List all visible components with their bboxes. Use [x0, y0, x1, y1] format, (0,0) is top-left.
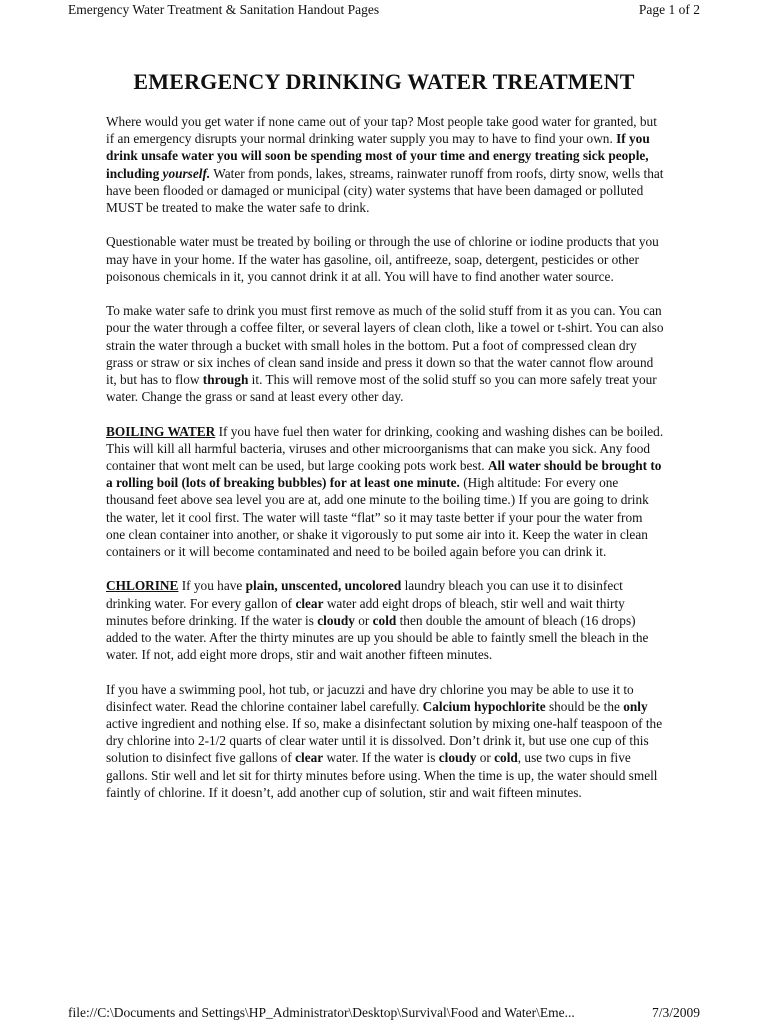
- file-path-footer: file://C:\Documents and Settings\HP_Administrator\Desktop\Survival\Food and Water\Eme...: [68, 1005, 575, 1020]
- text: To make water safe to drink you must first remove as much of the solid stuff from it as you can. You can pour the water through a coffee filter, or several layers of clean cloth, like a towel or t-shirt. You can also strain the water through a bucket with small holes in the bottom. Put a foot of compressed clean dry grass or straw or six inches of clean sand inside and press it down so that the water cannot flow around it, but has to flow: [106, 303, 664, 388]
- text: (High altitude: For every one thousand feet above sea level you are at, add one minute to the boiling time.) If you are going to drink the water, let it cool first. The water will taste “flat” so it may taste better if your pour the water from one clean container into another, or shake it vigorously to put some air into it. Keep the water in clean containers or it will become contaminated and need to be boiled again before you can drink it.: [106, 475, 649, 560]
- chlorine-section: [106, 577, 664, 663]
- print-date: 7/3/2009: [651, 1005, 700, 1020]
- pool-chlorine-paragraph: [106, 681, 664, 801]
- bold-text: Calcium hypochlorite: [422, 698, 546, 714]
- bold-text: clear: [295, 750, 324, 766]
- text: Where would you get water if none came out of your tap? Most people take good water for granted, but if an emergency disrupts your normal drinking water supply you may to have to find your own.: [106, 114, 657, 147]
- bold-text: cloudy: [438, 750, 477, 766]
- bold-text: cold: [372, 612, 397, 628]
- text: it. This will remove most of the solid stuff so you can more safely treat your water. Change the grass or sand at least every other day.: [106, 372, 657, 405]
- text: then double the amount of bleach (16 drops) added to the water. After the thirty minutes are up you should be able to faintly smell the bleach in the water. If not, add eight more drops, stir and wait another fifteen minutes.: [106, 612, 649, 663]
- page-header-title: Emergency Water Treatment & Sanitation Handout Pages: [68, 2, 380, 17]
- bold-text: only: [623, 698, 648, 714]
- bold-italic-text: yourself.: [162, 165, 211, 181]
- text: If you have: [178, 578, 246, 594]
- bold-text: clear: [295, 595, 324, 611]
- bold-text: through: [202, 372, 249, 388]
- document-body: [106, 113, 664, 818]
- text: active ingredient and nothing else. If so, make a disinfectant solution by mixing one-half teaspoon of the dry chlorine into 2-1/2 quarts of clear water until it is dissolved. Don’t drink it, but use one cup of this solution to disinfect five gallons of: [106, 716, 663, 766]
- text: laundry bleach you can use it to disinfect drinking water. For every gallon of: [106, 578, 623, 611]
- filtering-paragraph: [106, 302, 664, 405]
- bold-text: All water should be brought to a rolling boil (lots of breaking bubbles) for at least one minute.: [106, 458, 662, 491]
- bold-text: cold: [494, 750, 518, 766]
- text: water. If the water is: [323, 750, 439, 766]
- page-number: Page 1 of 2: [638, 2, 700, 17]
- text: If you have fuel then water for drinking, cooking and washing dishes can be boiled. This will kill all harmful bacteria, viruses and other microorganisms that can make you sick. Any food container that wont melt can be used, but large cooking pots work best.: [106, 423, 664, 474]
- bold-text: cloudy: [317, 612, 355, 628]
- text: water add eight drops of bleach, stir well and wait thirty minutes before drinking. If the water is: [106, 595, 625, 628]
- document-title: EMERGENCY DRINKING WATER TREATMENT: [133, 69, 635, 94]
- bold-text: If you drink unsafe water you will soon be spending most of your time and energy treating sick people, including: [106, 131, 650, 181]
- section-heading-boiling-water: BOILING WATER: [106, 423, 216, 439]
- text: If you have a swimming pool, hot tub, or jacuzzi and have dry chlorine you may be able to use it to disinfect water. Read the chlorine container label carefully.: [106, 681, 634, 714]
- text: or: [354, 612, 373, 628]
- bold-text: plain, unscented, uncolored: [245, 578, 402, 594]
- treatment-paragraph: Questionable water must be treated by boiling or through the use of chlorine or iodine products that you may have in your home. If the water has gasoline, oil, antifreeze, soap, detergent, pesticides or other poisonous chemicals in it, you cannot drink it at all. You will have to find another water source.: [106, 234, 659, 284]
- text: Water from ponds, lakes, streams, rainwater runoff from roofs, dirty snow, wells that have been flooded or damaged or municipal (city) water systems that have been damaged or polluted MUST be treated to make the water safe to drink.: [106, 165, 664, 216]
- section-heading-chlorine: CHLORINE: [106, 578, 179, 594]
- boiling-water-section: [106, 423, 664, 561]
- text: should be the: [545, 698, 624, 714]
- text: or: [476, 750, 495, 766]
- text: , use two cups in five gallons. Stir well and let sit for thirty minutes before using. When the time is up, the water should smell faintly of chlorine. If it doesn’t, add another cup of solution, stir and wait fifteen minutes.: [106, 750, 658, 800]
- intro-paragraph: [106, 113, 664, 216]
